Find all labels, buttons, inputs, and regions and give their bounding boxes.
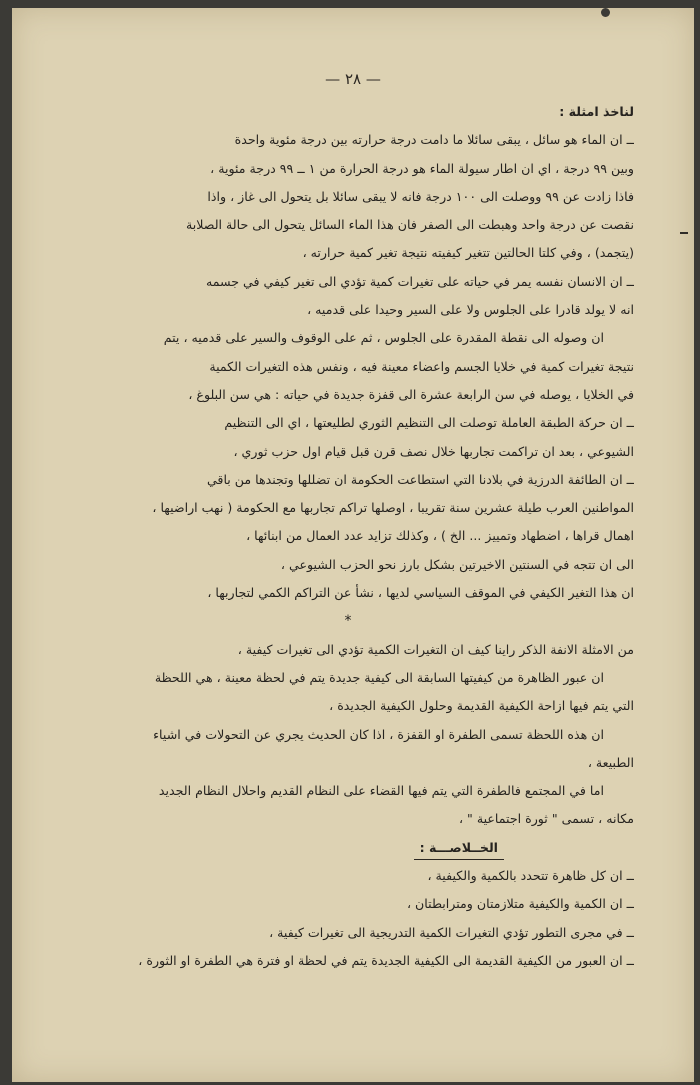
text-line: ــ ان حركة الطبقة العاملة توصلت الى التنظيم الثوري لطليعتها ، اي الى التنظيم [224,415,634,431]
text-line: في الخلايا ، يوصله في سن الرابعة عشرة الى قفزة جديدة في حياته : هي سن البلوغ ، [188,386,634,402]
text-line: ــ ان الطائفة الدرزية في بلادنا التي استطاعت الحكومة ان تضللها وتجندها من باقي [206,471,634,487]
paragraph-transition [62,664,634,721]
summary-heading-row [62,834,634,862]
text-line: التي يتم فيها ازاحة الكيفية القديمة وحلول الكيفية الجديدة ، [329,698,634,714]
section-title: لناخذ امثلة : [559,104,634,119]
text-line: نقصت عن درجة واحد وهبطت الى الصفر فان هذا الماء السائل يتحول الى حالة الصلابة [186,217,634,233]
paragraph-revolution [62,777,634,834]
text-line: نتيجة تغيرات كمية في خلايا الجسم واعضاء معينة فيه ، ونفس هذه التغيرات الكمية [209,358,634,374]
text-line: اما في المجتمع فالطفرة التي يتم فيها القضاء على النظام القديم واحلال النظام الجديد [158,783,604,799]
text-line: الطبيعة ، [587,754,634,770]
punch-hole [601,8,610,17]
summary-item: ــ ان العبور من الكيفية القديمة الى الكيفية الجديدة يتم في لحظة او فترة هي الطفرة او الثورة ، [138,952,634,968]
paragraph-druze [62,466,634,579]
text-line: ان عبور الظاهرة من كيفيتها السابقة الى كيفية جديدة يتم في لحظة معينة ، هي اللحظة [154,669,604,685]
text-line: الشيوعي ، بعد ان تراكمت تجاربها خلال نصف قرن قبل قيام اول حزب ثوري ، [233,443,634,459]
paragraph-human [62,268,634,325]
text-line: انه لا يولد قادرا على الجلوس ولا على السير وحيدا على قدميه ، [307,302,634,318]
text-line: ــ ان الماء هو سائل ، يبقى سائلا ما دامت درجة حرارته بين درجة مئوية واحدة [234,132,634,148]
text-line: مكانه ، تسمى " ثورة اجتماعية " ، [458,811,634,827]
page-body [62,98,634,975]
summary-item: ــ ان كل ظاهرة تتحدد بالكمية والكيفية ، [427,868,634,884]
text-line: فاذا زادت عن ٩٩ ووصلت الى ١٠٠ درجة فانه لا يبقى سائلا بل يتحول الى غاز ، واذا [207,188,634,204]
text-line: ان هذه اللحظة تسمى الطفرة او القفزة ، اذا كان الحديث يجري عن التحولات في اشياء [153,726,604,742]
section-divider: * [344,613,352,630]
text-line: من الامثلة الانفة الذكر راينا كيف ان التغيرات الكمية تؤدي الى تغيرات كيفية ، [237,641,634,657]
text-line: ــ ان الانسان نفسه يمر في حياته على تغيرات كمية تؤدي الى تغير كيفي في جسمه [205,273,634,289]
paragraph-working-class [62,409,634,466]
summary-title: الخــلاصـــة : [414,837,504,860]
paragraph-water [62,126,634,267]
text-line: الى ان تتجه في السنتين الاخيرتين بشكل بارز نحو الحزب الشيوعي ، [280,556,634,572]
summary-item: ــ ان الكمية والكيفية متلازمتان ومترابطتان ، [406,896,634,912]
paragraph-political-change [62,579,634,607]
paragraph-leap [62,721,634,778]
page-number: — ٢٨ — [325,70,381,88]
paragraph-growth [62,324,634,409]
paragraph-conclusion [62,636,634,664]
summary-item: ــ في مجرى التطور تؤدي التغيرات الكمية التدريجية الى تغيرات كيفية ، [269,924,634,940]
text-line: ان هذا التغير الكيفي في الموقف السياسي لديها ، نشأ عن التراكم الكمي لتجاربها ، [207,585,634,601]
text-line: (يتجمد) ، وفي كلتا الحالتين تتغير كيفيته نتيجة تغير كمية حرارته ، [302,245,634,261]
text-line: المواطنين العرب طيلة عشرين سنة تقريبا ، اوصلها تراكم تجاربها مع الحكومة ( نهب اراضيها ، [152,500,634,516]
margin-mark [680,232,688,234]
text-line: وبين ٩٩ درجة ، اي ان اطار سيولة الماء هو درجة الحرارة من ١ ــ ٩٩ درجة مئوية ، [210,160,634,176]
text-line: ان وصوله الى نقطة المقدرة على الجلوس ، ثم على الوقوف والسير على قدميه ، يتم [163,330,604,346]
document-page [12,8,694,1082]
summary-list [62,862,634,975]
text-line: اهمال قراها ، اضطهاد وتمييز ... الخ ) ، وكذلك تزايد عدد العمال من ابنائها ، [246,528,634,544]
